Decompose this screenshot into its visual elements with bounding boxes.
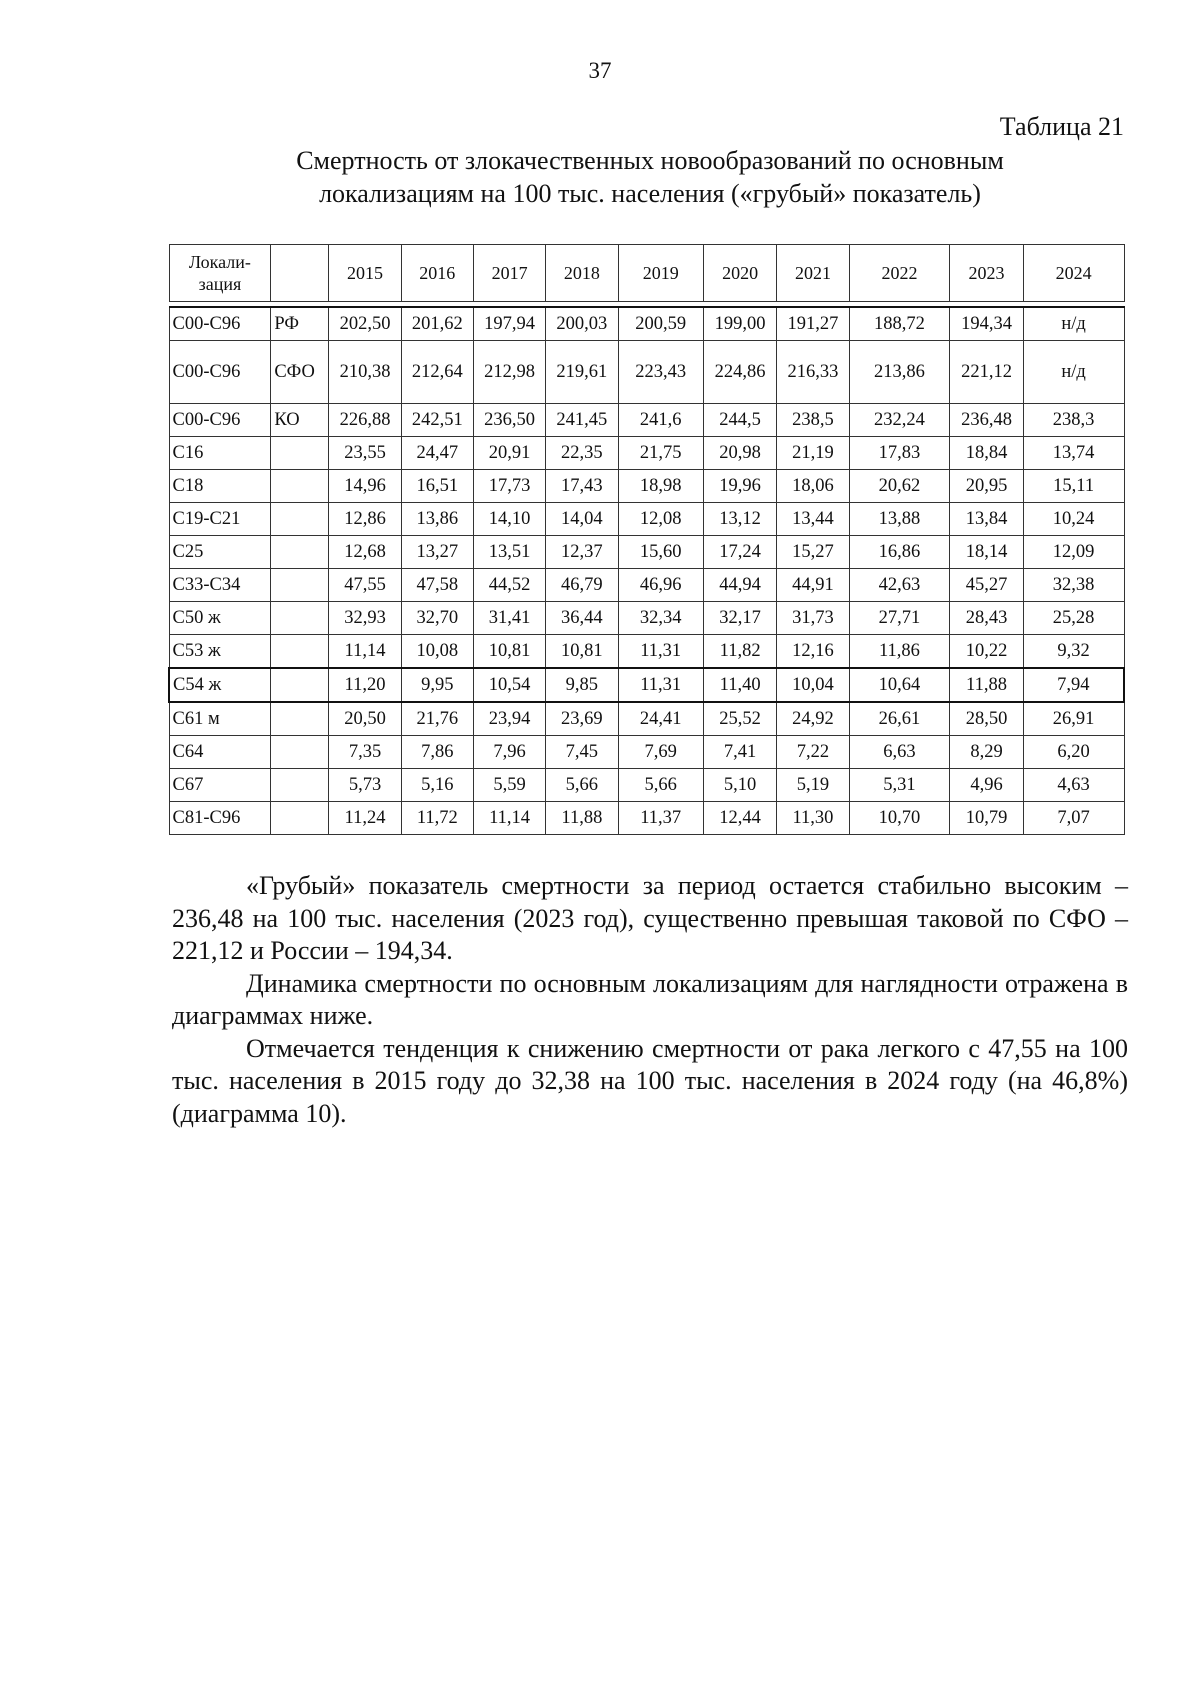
cell-value: 191,27: [777, 307, 849, 341]
cell-value: 24,41: [618, 702, 703, 736]
cell-value: 17,73: [473, 470, 545, 503]
cell-value: 31,41: [473, 602, 545, 635]
cell-region: [271, 437, 329, 470]
cell-value: 23,94: [473, 702, 545, 736]
cell-value: 18,14: [950, 536, 1023, 569]
cell-localization: С81-С96: [169, 802, 271, 835]
cell-value: 11,72: [401, 802, 473, 835]
cell-value: 28,50: [950, 702, 1023, 736]
cell-value: 14,96: [329, 470, 401, 503]
cell-value: 244,5: [703, 404, 776, 437]
cell-value: 241,45: [546, 404, 618, 437]
cell-value: 226,88: [329, 404, 401, 437]
cell-value: 12,37: [546, 536, 618, 569]
cell-value: 21,19: [777, 437, 849, 470]
cell-value: 238,5: [777, 404, 849, 437]
body-text: [172, 870, 1128, 1130]
cell-value: 26,61: [849, 702, 950, 736]
cell-value: 197,94: [473, 307, 545, 341]
cell-value: 20,98: [703, 437, 776, 470]
cell-value: 200,03: [546, 307, 618, 341]
table-row: [169, 668, 1124, 702]
cell-value: 32,70: [401, 602, 473, 635]
header-year: 2017: [473, 245, 545, 302]
table-row: [169, 702, 1124, 736]
paragraph: Динамика смертности по основным локализациям для наглядности отражена в диаграммах ниже.: [172, 968, 1128, 1030]
cell-value: 13,84: [950, 503, 1023, 536]
cell-value: 11,31: [618, 668, 703, 702]
cell-localization: С50 ж: [169, 602, 271, 635]
header-year: 2018: [546, 245, 618, 302]
cell-region: [271, 536, 329, 569]
cell-value: 5,59: [473, 769, 545, 802]
cell-value: 9,95: [401, 668, 473, 702]
cell-value: 21,76: [401, 702, 473, 736]
cell-value: 11,40: [703, 668, 776, 702]
cell-localization: С67: [169, 769, 271, 802]
header-localization: [169, 245, 271, 302]
cell-value: 5,19: [777, 769, 849, 802]
cell-value: 7,41: [703, 736, 776, 769]
cell-value: 11,88: [546, 802, 618, 835]
table-row: [169, 536, 1124, 569]
header-year: 2023: [950, 245, 1023, 302]
cell-value: 242,51: [401, 404, 473, 437]
cell-region: [271, 635, 329, 669]
cell-value: 201,62: [401, 307, 473, 341]
cell-localization: С25: [169, 536, 271, 569]
table-row: [169, 404, 1124, 437]
cell-value: 210,38: [329, 341, 401, 404]
cell-value: 236,48: [950, 404, 1023, 437]
cell-value: 45,27: [950, 569, 1023, 602]
cell-region: [271, 802, 329, 835]
cell-value: 44,94: [703, 569, 776, 602]
cell-value: 7,86: [401, 736, 473, 769]
cell-value: 10,22: [950, 635, 1023, 669]
cell-value: 15,60: [618, 536, 703, 569]
table-row: [169, 307, 1124, 341]
cell-value: 6,20: [1023, 736, 1124, 769]
cell-region: [271, 470, 329, 503]
cell-value: 23,69: [546, 702, 618, 736]
cell-value: 7,22: [777, 736, 849, 769]
cell-localization: С54 ж: [169, 668, 271, 702]
cell-value: 18,84: [950, 437, 1023, 470]
cell-value: 221,12: [950, 341, 1023, 404]
page-number: 37: [588, 58, 612, 83]
cell-value: 6,63: [849, 736, 950, 769]
cell-value: 216,33: [777, 341, 849, 404]
cell-value: 32,34: [618, 602, 703, 635]
cell-value: 27,71: [849, 602, 950, 635]
cell-value: н/д: [1023, 341, 1124, 404]
cell-value: 11,88: [950, 668, 1023, 702]
cell-value: 15,11: [1023, 470, 1124, 503]
cell-value: 28,43: [950, 602, 1023, 635]
table-title: [172, 144, 1128, 210]
cell-value: 13,44: [777, 503, 849, 536]
cell-value: 12,44: [703, 802, 776, 835]
cell-region: [271, 736, 329, 769]
table-row: [169, 503, 1124, 536]
cell-value: 24,47: [401, 437, 473, 470]
table-row: [169, 569, 1124, 602]
table-title-line: Смертность от злокачественных новообразований по основным: [296, 146, 1004, 175]
cell-value: 32,38: [1023, 569, 1124, 602]
cell-value: 11,30: [777, 802, 849, 835]
cell-localization: С16: [169, 437, 271, 470]
table-row: [169, 736, 1124, 769]
cell-value: 24,92: [777, 702, 849, 736]
cell-value: 10,81: [473, 635, 545, 669]
cell-value: 212,64: [401, 341, 473, 404]
cell-value: 199,00: [703, 307, 776, 341]
cell-value: 25,52: [703, 702, 776, 736]
cell-value: 44,91: [777, 569, 849, 602]
table-label: Таблица 21: [999, 112, 1124, 141]
cell-region: [271, 602, 329, 635]
cell-value: 12,08: [618, 503, 703, 536]
cell-localization: С00-С96: [169, 404, 271, 437]
cell-value: 13,27: [401, 536, 473, 569]
cell-region: [271, 668, 329, 702]
cell-region: [271, 503, 329, 536]
cell-value: 18,98: [618, 470, 703, 503]
cell-localization: С61 м: [169, 702, 271, 736]
cell-value: 42,63: [849, 569, 950, 602]
table-row: [169, 470, 1124, 503]
cell-value: 10,64: [849, 668, 950, 702]
cell-value: 7,35: [329, 736, 401, 769]
table-row: [169, 769, 1124, 802]
cell-localization: С64: [169, 736, 271, 769]
cell-value: 224,86: [703, 341, 776, 404]
cell-value: 5,73: [329, 769, 401, 802]
cell-value: 20,91: [473, 437, 545, 470]
cell-value: 22,35: [546, 437, 618, 470]
cell-value: 17,43: [546, 470, 618, 503]
cell-value: 14,04: [546, 503, 618, 536]
cell-value: 200,59: [618, 307, 703, 341]
cell-value: 219,61: [546, 341, 618, 404]
header-localization-line: Локали-: [188, 252, 251, 272]
cell-region: [271, 702, 329, 736]
cell-value: 23,55: [329, 437, 401, 470]
cell-value: 202,50: [329, 307, 401, 341]
cell-localization: С18: [169, 470, 271, 503]
cell-value: 4,63: [1023, 769, 1124, 802]
cell-value: 238,3: [1023, 404, 1124, 437]
cell-value: 17,24: [703, 536, 776, 569]
cell-value: 11,37: [618, 802, 703, 835]
cell-value: 223,43: [618, 341, 703, 404]
cell-value: 10,79: [950, 802, 1023, 835]
cell-value: 19,96: [703, 470, 776, 503]
cell-value: 15,27: [777, 536, 849, 569]
cell-value: 9,85: [546, 668, 618, 702]
cell-value: 5,66: [546, 769, 618, 802]
cell-region: [271, 769, 329, 802]
header-year: 2021: [777, 245, 849, 302]
cell-value: 20,62: [849, 470, 950, 503]
cell-value: 46,96: [618, 569, 703, 602]
cell-value: 188,72: [849, 307, 950, 341]
cell-value: 232,24: [849, 404, 950, 437]
cell-value: 9,32: [1023, 635, 1124, 669]
header-year: 2015: [329, 245, 401, 302]
cell-value: 18,06: [777, 470, 849, 503]
cell-region: КО: [271, 404, 329, 437]
cell-value: 7,69: [618, 736, 703, 769]
cell-value: 11,20: [329, 668, 401, 702]
cell-value: 32,93: [329, 602, 401, 635]
table-row: [169, 341, 1124, 404]
cell-value: 7,45: [546, 736, 618, 769]
cell-value: 47,55: [329, 569, 401, 602]
cell-value: 241,6: [618, 404, 703, 437]
cell-value: 11,31: [618, 635, 703, 669]
cell-value: 13,86: [401, 503, 473, 536]
cell-value: 31,73: [777, 602, 849, 635]
cell-localization: С19-С21: [169, 503, 271, 536]
cell-value: 21,75: [618, 437, 703, 470]
header-region: [271, 245, 329, 302]
cell-region: [271, 569, 329, 602]
cell-value: 26,91: [1023, 702, 1124, 736]
cell-value: 12,68: [329, 536, 401, 569]
cell-value: 10,70: [849, 802, 950, 835]
cell-value: 10,54: [473, 668, 545, 702]
table-row: [169, 602, 1124, 635]
cell-value: 36,44: [546, 602, 618, 635]
header-year: 2024: [1023, 245, 1124, 302]
cell-value: 20,95: [950, 470, 1023, 503]
cell-value: 20,50: [329, 702, 401, 736]
cell-value: 11,14: [473, 802, 545, 835]
cell-region: РФ: [271, 307, 329, 341]
paragraph: Отмечается тенденция к снижению смертности от рака легкого с 47,55 на 100 тыс. населения в 2015 году до 32,38 на 100 тыс. населения в 2024 году (на 46,8%) (диаграмма 10).: [172, 1033, 1128, 1128]
cell-value: 13,88: [849, 503, 950, 536]
cell-value: 25,28: [1023, 602, 1124, 635]
cell-value: 12,86: [329, 503, 401, 536]
header-year: 2019: [618, 245, 703, 302]
cell-value: 47,58: [401, 569, 473, 602]
cell-value: н/д: [1023, 307, 1124, 341]
cell-value: 5,10: [703, 769, 776, 802]
cell-value: 10,04: [777, 668, 849, 702]
cell-value: 16,51: [401, 470, 473, 503]
cell-value: 10,81: [546, 635, 618, 669]
paragraph: «Грубый» показатель смертности за период остается стабильно высоким – 236,48 на 100 тыс. населения (2023 год), существенно превышая таковой по СФО – 221,12 и России – 194,34.: [172, 871, 1128, 965]
cell-localization: С53 ж: [169, 635, 271, 669]
mortality-table: [168, 244, 1125, 835]
cell-value: 4,96: [950, 769, 1023, 802]
cell-value: 5,31: [849, 769, 950, 802]
cell-value: 46,79: [546, 569, 618, 602]
cell-value: 236,50: [473, 404, 545, 437]
cell-value: 194,34: [950, 307, 1023, 341]
cell-value: 5,16: [401, 769, 473, 802]
table-header-row: [169, 245, 1124, 302]
cell-value: 10,08: [401, 635, 473, 669]
cell-value: 213,86: [849, 341, 950, 404]
table-row: [169, 437, 1124, 470]
cell-value: 10,24: [1023, 503, 1124, 536]
cell-value: 8,29: [950, 736, 1023, 769]
cell-value: 14,10: [473, 503, 545, 536]
cell-value: 7,94: [1023, 668, 1124, 702]
cell-value: 11,82: [703, 635, 776, 669]
cell-value: 13,51: [473, 536, 545, 569]
cell-value: 44,52: [473, 569, 545, 602]
table-body: [169, 302, 1124, 835]
cell-value: 5,66: [618, 769, 703, 802]
header-localization-line: зация: [198, 274, 242, 294]
cell-value: 212,98: [473, 341, 545, 404]
cell-value: 12,16: [777, 635, 849, 669]
cell-value: 12,09: [1023, 536, 1124, 569]
cell-value: 11,86: [849, 635, 950, 669]
table-row: [169, 635, 1124, 669]
table-row: [169, 802, 1124, 835]
header-year: 2022: [849, 245, 950, 302]
cell-localization: С33-С34: [169, 569, 271, 602]
cell-value: 17,83: [849, 437, 950, 470]
cell-localization: С00-С96: [169, 341, 271, 404]
cell-value: 11,14: [329, 635, 401, 669]
cell-value: 7,07: [1023, 802, 1124, 835]
cell-value: 11,24: [329, 802, 401, 835]
cell-value: 16,86: [849, 536, 950, 569]
table-title-line: локализациям на 100 тыс. населения («грубый» показатель): [319, 179, 981, 208]
cell-value: 32,17: [703, 602, 776, 635]
cell-value: 13,74: [1023, 437, 1124, 470]
cell-localization: С00-С96: [169, 307, 271, 341]
cell-region: СФО: [271, 341, 329, 404]
header-year: 2016: [401, 245, 473, 302]
header-year: 2020: [703, 245, 776, 302]
cell-value: 13,12: [703, 503, 776, 536]
cell-value: 7,96: [473, 736, 545, 769]
